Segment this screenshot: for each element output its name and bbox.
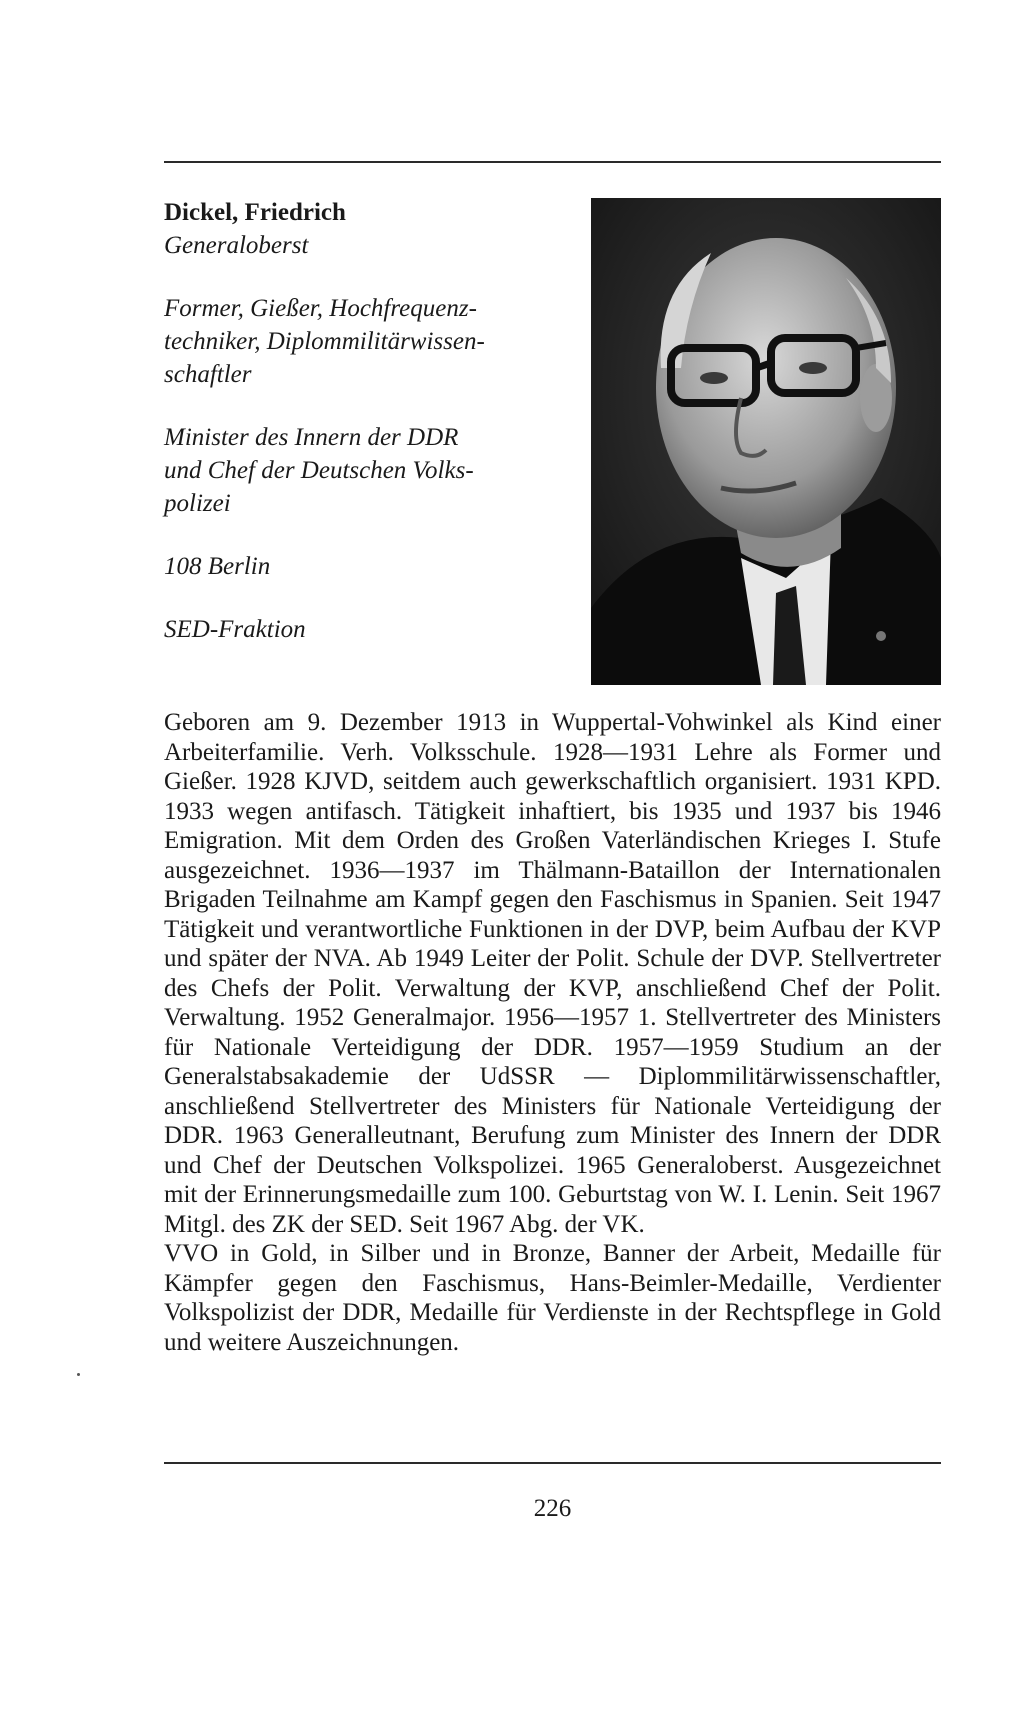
constituency: 108 Berlin	[164, 553, 271, 580]
profession-line: Former, Gießer, Hochfrequenz-	[164, 295, 477, 322]
biography	[164, 708, 941, 1357]
office	[164, 421, 564, 520]
awards-paragraph: VVO in Gold, in Silber und in Bronze, Banner der Arbeit, Medaille für Kämpfer gegen den Faschismus, Hans-Beimler-Medaille, Verdienter Volkspolizist der DDR, Medaille für Verdienste in der Rechtspflege in Gold und weitere Auszeichnungen.	[164, 1240, 941, 1356]
portrait-photo	[591, 198, 941, 685]
faction: SED-Fraktion	[164, 616, 306, 643]
portrait-illustration	[591, 198, 941, 685]
margin-mark	[77, 1373, 80, 1376]
office-line: Minister des Innern der DDR	[164, 424, 459, 451]
top-rule	[164, 161, 941, 163]
profession	[164, 292, 564, 391]
profession-line: techniker, Diplommilitärwissen-	[164, 328, 485, 355]
office-line: und Chef der Deutschen Volks-	[164, 457, 474, 484]
entry-header	[164, 196, 564, 676]
person-name: Dickel, Friedrich	[164, 199, 346, 226]
biography-paragraph: Geboren am 9. Dezember 1913 in Wuppertal-Vohwinkel als Kind einer Arbeiterfamilie. Verh. Volksschule. 1928—1931 Lehre als Former und Gießer. 1928 KJVD, seitdem auch gewerkschaftlich organisiert. 1931 KPD. 1933 wegen antifasch. Tätigkeit inhaftiert, bis 1935 und 1937 bis 1946 Emigration. Mit dem Orden des Großen Vaterländischen Krieges I. Stufe ausgezeichnet. 1936—1937 im Thälmann-Bataillon der Internationalen Brigaden Teilnahme am Kampf gegen den Faschismus in Spanien. Seit 1947 Tätigkeit und verantwortliche Funktionen in der DVP, beim Aufbau der KVP und später der NVA. Ab 1949 Leiter der Polit. Schule der DVP. Stellvertreter des Chefs der Polit. Verwaltung der KVP, anschließend Chef der Polit. Verwaltung. 1952 Generalmajor. 1956—1957 1. Stellvertreter des Ministers für Nationale Verteidigung der DDR. 1957—1959 Studium an der Generalstabsakademie der UdSSR — Diplommilitärwissenschaftler, anschließend Stellvertreter des Ministers für Nationale Verteidigung der DDR. 1963 Generalleutnant, Berufung zum Minister des Innern der DDR und Chef der Deutschen Volkspolizei. 1965 Generaloberst. Ausgezeichnet mit der Erinnerungsmedaille zum 100. Geburtstag von W. I. Lenin. Seit 1967 Mitgl. des ZK der SED. Seit 1967 Abg. der VK.	[164, 709, 941, 1238]
profession-line: schaftler	[164, 361, 252, 388]
page-number: 226	[533, 1495, 572, 1522]
office-line: polizei	[164, 490, 231, 517]
person-rank: Generaloberst	[164, 232, 309, 259]
bottom-rule	[164, 1462, 941, 1464]
